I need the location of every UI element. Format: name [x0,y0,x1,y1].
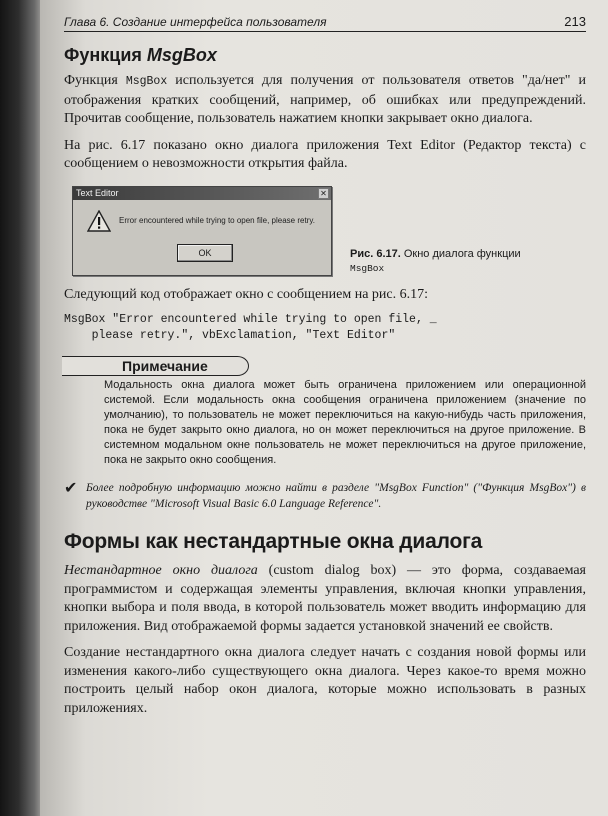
checkmark-icon: ✔ [64,478,78,497]
defined-term: Нестандартное окно диалога [64,563,258,578]
dialog-message: Error encountered while trying to open file, please retry. [119,215,315,225]
running-header [64,14,586,32]
code-line: MsgBox "Error encountered while trying to open file, _ [64,313,437,326]
note-label: Примечание [62,356,249,376]
dialog-titlebar [73,187,331,200]
paragraph-text: используется для получения от пользователя ответов "да/нет" и отображения кратких сообщений, например, об ошибках или предупреждений. Прочитав сообщение, пользователь нажатием кнопки закрывает окно диалога. [64,73,586,126]
exclamation-warning-icon [87,210,111,232]
paragraph-text: Функция [64,73,126,88]
close-icon: ✕ [318,188,329,199]
tip-block [64,480,586,512]
paragraph-code-intro: Следующий код отображает окно с сообщением на рис. 6.17: [64,286,429,302]
section-heading-name: MsgBox [146,45,217,65]
note-text: Модальность окна диалога может быть ограничена приложением или операционной системой. Если модальность окна сообщения ограничена приложением (значение по умолчанию), то пользователь не может переключиться на какую-нибудь часть приложения, пока не будет закрыто окно диалога, но он может переключиться на другое приложение. В системном модальном окне пользователь не может переключиться на другое приложение, пока не закрыто окно сообщения. [104,379,586,466]
section-heading-custom-dialogs: Формы как нестандартные окна диалога [64,530,483,553]
chapter-title: Глава 6. Создание интерфейса пользователя [64,15,327,29]
page-number: 213 [564,14,586,29]
paragraph-msgbox-intro [64,72,586,129]
section-heading-prefix: Функция [64,45,147,65]
paragraph-custom-dialog-creation: Создание нестандартного окна диалога следует начать с создания новой формы или изменения какого-либо существующего окна диалога. Через какое-то время можно построить целый набор окон диалога, которые можно использовать в разных приложениях. [64,645,586,716]
paragraph-figure-ref: На рис. 6.17 показано окно диалога приложения Text Editor (Редактор текста) с сообщением о невозможности открытия файла. [64,137,586,171]
caption-text: Окно диалога функции [400,247,521,260]
tip-text: Более подробную информацию можно найти в разделе "MsgBox Function" ("Функция MsgBox") в руководстве "Microsoft Visual Basic 6.0 Language Reference". [86,482,586,510]
figure-caption [350,247,521,276]
ok-button: OK [177,244,233,262]
figure-6-17 [64,186,586,276]
inline-code: MsgBox [125,75,168,88]
caption-code: MsgBox [350,262,385,274]
dialog-body [73,200,331,275]
book-page [40,0,608,816]
message-box-dialog [72,186,332,276]
paragraph-text: (custom dialog box) — это форма, создаваемая программистом и содержащая элементы управления, включая кнопки управления, кнопки выбора и поля ввода, в которой пользователь может вводить информацию для приложения. Вид отображаемой формы задается установкой значений ее свойств. [64,563,586,634]
page-content [64,14,586,726]
caption-label: Рис. 6.17. [350,247,401,260]
code-listing [64,312,586,344]
code-line: please retry.", vbExclamation, "Text Editor" [64,329,396,342]
section-heading-msgbox [64,45,586,66]
dialog-title: Text Editor [76,188,119,198]
paragraph-custom-dialog-definition [64,562,586,636]
